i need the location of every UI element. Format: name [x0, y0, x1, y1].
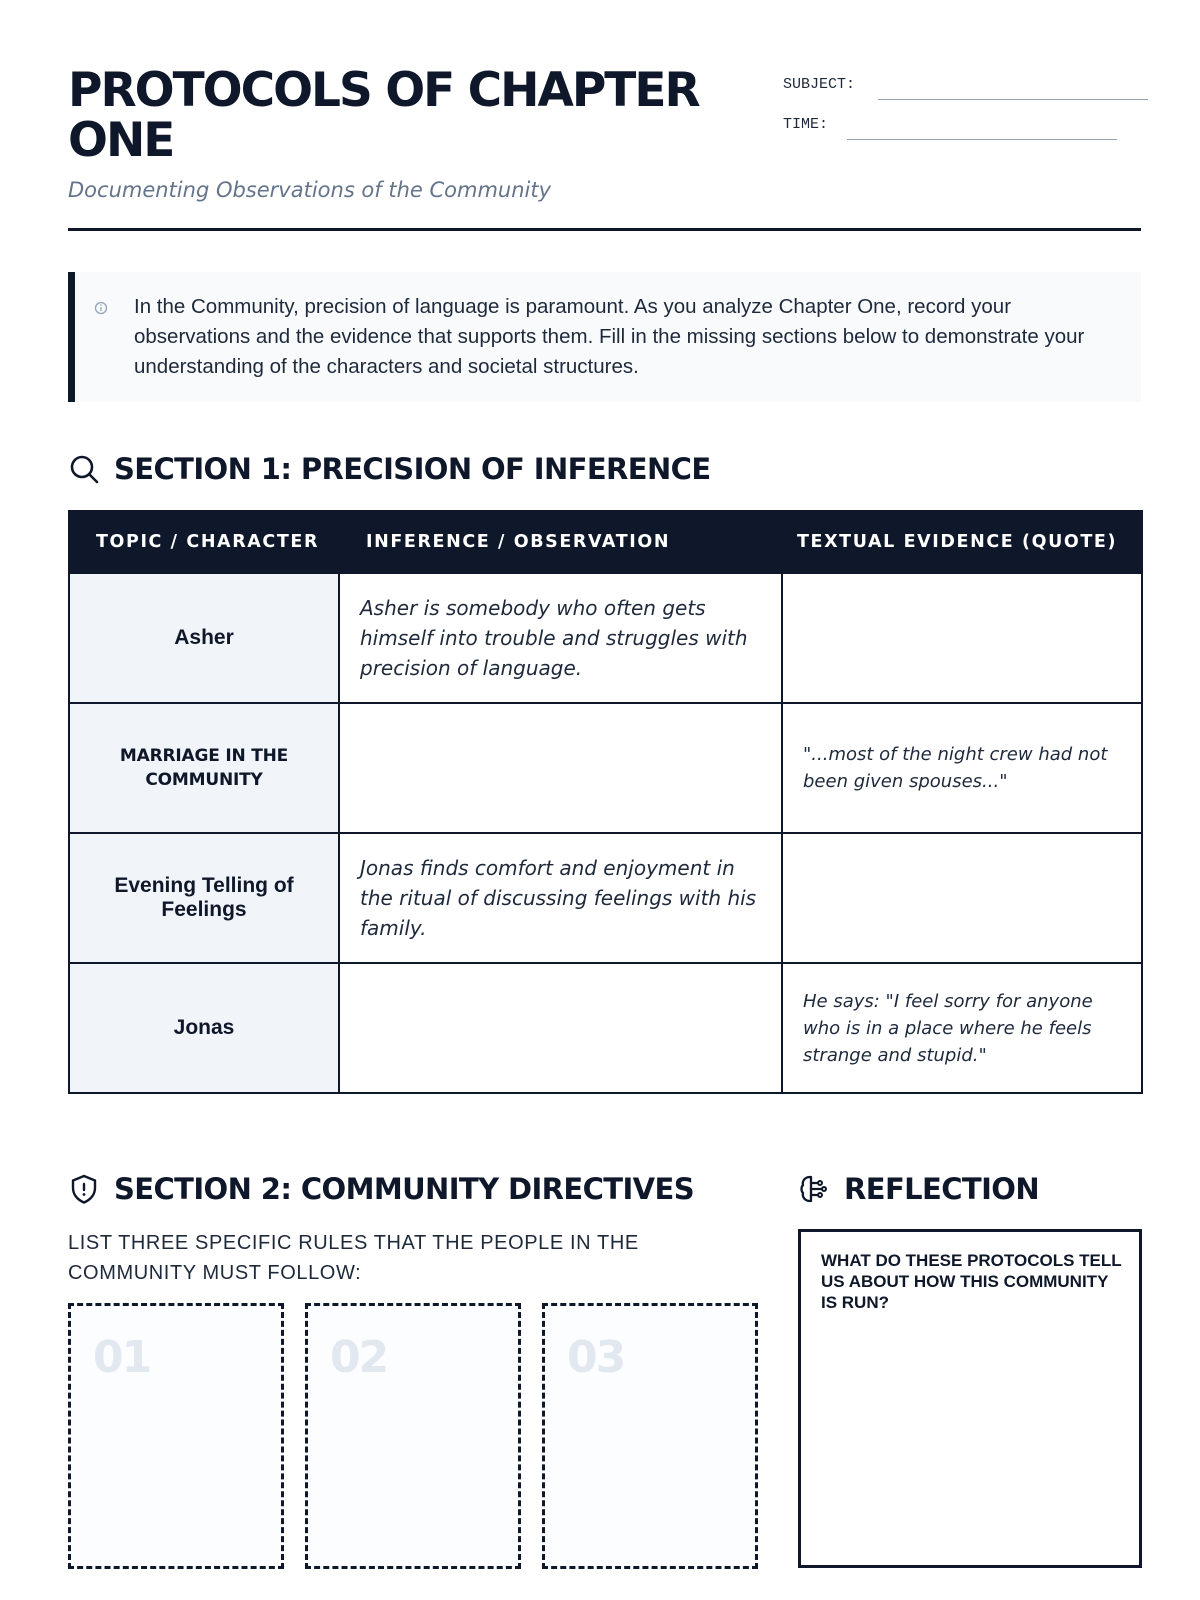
rule-box-3[interactable] — [542, 1303, 758, 1569]
table-row — [69, 833, 1142, 963]
reflection-title: REFLECTION — [844, 1172, 1040, 1206]
inference-table — [68, 510, 1143, 1094]
info-icon — [93, 300, 109, 316]
table-row — [69, 703, 1142, 833]
column-header: TOPIC / CHARACTER — [69, 511, 339, 573]
topic-cell: Asher — [69, 573, 339, 703]
column-header: TEXTUAL EVIDENCE (QUOTE) — [782, 511, 1142, 573]
topic-cell: Jonas — [69, 963, 339, 1093]
rule-box-2[interactable] — [305, 1303, 521, 1569]
inference-cell[interactable] — [339, 963, 782, 1093]
section1-heading — [68, 452, 711, 486]
section2-title: SECTION 2: COMMUNITY DIRECTIVES — [114, 1172, 694, 1206]
subject-label: SUBJECT: — [783, 76, 856, 93]
table-row — [69, 963, 1142, 1093]
inference-cell: Asher is somebody who often gets himself into trouble and struggles with precision of language. — [339, 573, 782, 703]
reflection-answer-box[interactable] — [798, 1229, 1142, 1568]
brain-icon — [798, 1173, 830, 1205]
rule-number: 02 — [330, 1332, 388, 1383]
evidence-cell: "...most of the night crew had not been given spouses..." — [782, 703, 1142, 833]
section2-heading — [68, 1172, 694, 1206]
topic-cell: MARRIAGE IN THE COMMUNITY — [69, 703, 339, 833]
evidence-cell: He says: "I feel sorry for anyone who is in a place where he feels strange and stupid." — [782, 963, 1142, 1093]
intro-callout — [68, 272, 1141, 402]
time-field[interactable] — [847, 139, 1117, 140]
inference-cell: Jonas finds comfort and enjoyment in the ritual of discussing feelings with his family. — [339, 833, 782, 963]
section1-title: SECTION 1: PRECISION OF INFERENCE — [114, 452, 711, 486]
column-header: INFERENCE / OBSERVATION — [339, 511, 782, 573]
evidence-cell[interactable] — [782, 573, 1142, 703]
reflection-heading — [798, 1172, 1039, 1206]
intro-text: In the Community, precision of language is paramount. As you analyze Chapter One, record your observations and the evidence that supports them. Fill in the missing sections below to demonstrate your understanding of the characters and societal structures. — [134, 295, 1085, 378]
rule-number: 01 — [93, 1332, 151, 1383]
page-title: PROTOCOLS OF CHAPTER ONE — [68, 63, 699, 168]
search-icon — [68, 453, 100, 485]
reflection-question: WHAT DO THESE PROTOCOLS TELL US ABOUT HOW THIS COMMUNITY IS RUN? — [821, 1251, 1122, 1312]
subject-field[interactable] — [878, 99, 1148, 100]
rule-number: 03 — [567, 1332, 625, 1383]
table-header-row — [69, 511, 1142, 573]
header-divider — [68, 228, 1141, 231]
evidence-cell[interactable] — [782, 833, 1142, 963]
page-subtitle: Documenting Observations of the Community — [68, 178, 552, 202]
inference-cell[interactable] — [339, 703, 782, 833]
table-row — [69, 573, 1142, 703]
shield-icon — [68, 1173, 100, 1205]
topic-cell: Evening Telling of Feelings — [69, 833, 339, 963]
time-label: TIME: — [783, 116, 829, 133]
rule-box-1[interactable] — [68, 1303, 284, 1569]
rules-prompt: LIST THREE SPECIFIC RULES THAT THE PEOPLE IN THE COMMUNITY MUST FOLLOW: — [68, 1232, 639, 1284]
